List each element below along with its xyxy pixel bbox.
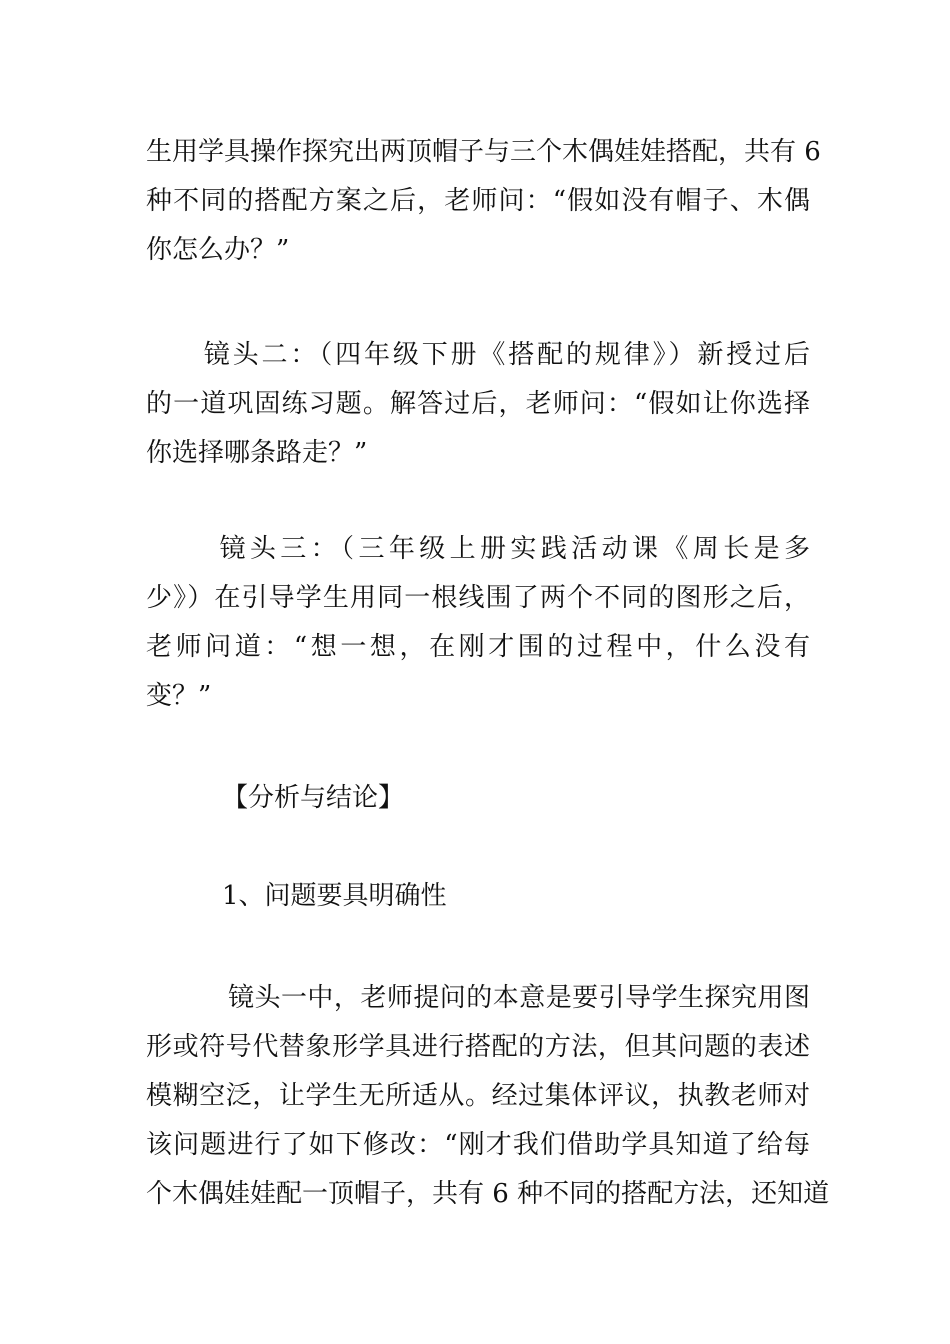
text-line: 镜头三：（三年级上册实践活动课《周长是多 bbox=[146, 534, 810, 564]
paragraph-3 bbox=[146, 525, 810, 721]
text-line: 你怎么办？” bbox=[146, 235, 290, 265]
text-line: 镜头二：（四年级下册《搭配的规律》）新授过后 bbox=[146, 340, 810, 370]
text-line: 形或符号代替象形学具进行搭配的方法，但其问题的表述 bbox=[146, 1032, 810, 1062]
paragraph-4 bbox=[146, 974, 830, 1219]
text-line: 生用学具操作探究出两顶帽子与三个木偶娃娃搭配，共有 6 bbox=[146, 137, 821, 167]
text-line: 变？” bbox=[146, 681, 212, 711]
text-line: 个木偶娃娃配一顶帽子，共有 6 种不同的搭配方法，还知道 bbox=[146, 1179, 830, 1209]
text-line: 种不同的搭配方案之后，老师问：“假如没有帽子、木偶 bbox=[146, 186, 810, 216]
text-line: 少》）在引导学生用同一根线围了两个不同的图形之后， bbox=[146, 583, 810, 613]
point-heading: 1、问题要具明确性 bbox=[222, 881, 447, 911]
section-heading: 【分析与结论】 bbox=[222, 783, 405, 813]
paragraph-2 bbox=[146, 331, 810, 478]
text-line: 该问题进行了如下修改：“刚才我们借助学具知道了给每 bbox=[146, 1130, 810, 1160]
paragraph-1 bbox=[146, 128, 821, 275]
text-line: 老师问道：“想一想，在刚才围的过程中，什么没有 bbox=[146, 632, 810, 662]
text-line: 的一道巩固练习题。解答过后，老师问：“假如让你选择 bbox=[146, 389, 810, 419]
text-line: 镜头一中，老师提问的本意是要引导学生探究用图 bbox=[228, 983, 810, 1013]
text-line: 模糊空泛，让学生无所适从。经过集体评议，执教老师对 bbox=[146, 1081, 810, 1111]
text-line: 你选择哪条路走？” bbox=[146, 438, 368, 468]
